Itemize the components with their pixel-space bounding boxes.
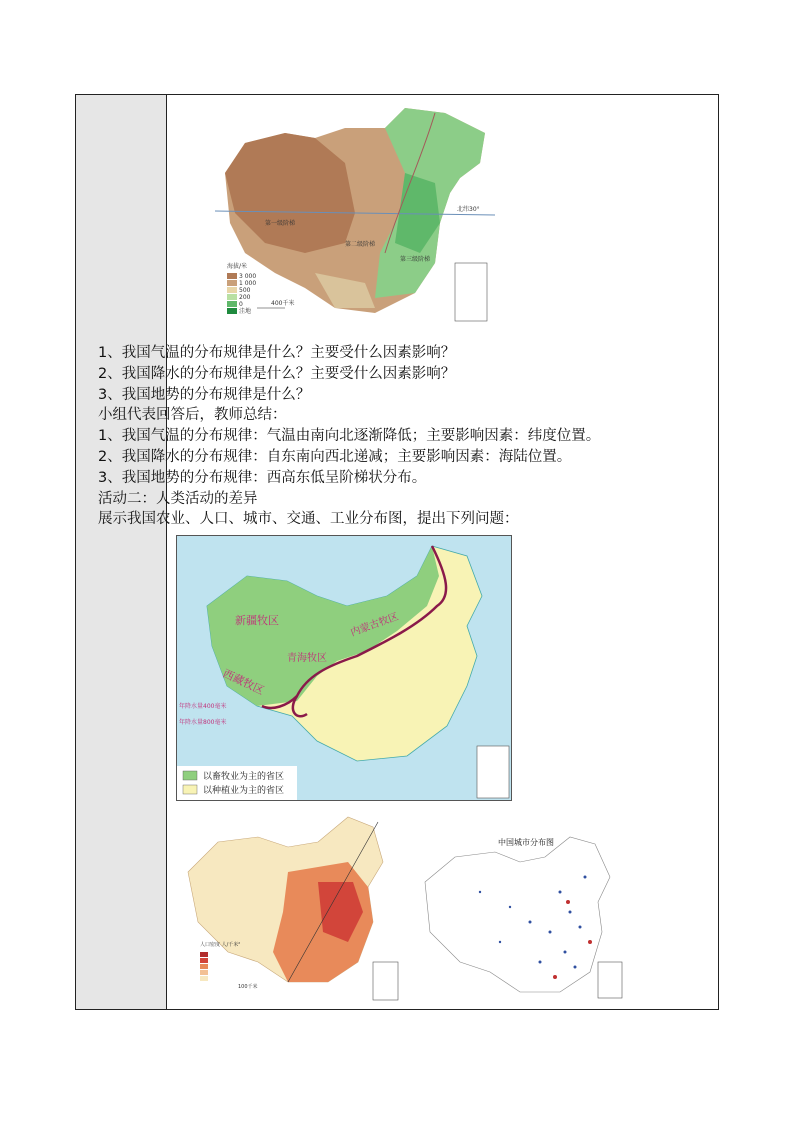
third-step-label: 第三级阶梯 <box>400 256 431 263</box>
terrain-scale: 400千米 <box>271 300 295 307</box>
rainfall-800-label: 年降水量800毫米 <box>179 719 227 726</box>
pastoral-legend-label: 以畜牧业为主的省区 <box>203 772 285 782</box>
population-scale: 100千米 <box>238 984 258 990</box>
svg-text:0: 0 <box>239 301 243 308</box>
lesson-text <box>98 343 718 530</box>
svg-text:200: 200 <box>239 294 251 301</box>
question-2: 2、我国降水的分布规律是什么？主要受什么因素影响？ <box>98 365 456 382</box>
region-xinjiang: 新疆牧区 <box>235 614 279 627</box>
first-step-label: 第一级阶梯 <box>265 220 296 227</box>
region-tibet: 西藏牧区 <box>220 666 267 698</box>
question-1: 1、我国气温的分布规律是什么？主要受什么因素影响？ <box>98 345 456 361</box>
farming-legend-label: 以种植业为主的省区 <box>203 786 285 796</box>
answer-2: 2、我国降水的分布规律：自东南向西北递减；主要影响因素：海陆位置。 <box>98 448 572 465</box>
activity2-title: 活动二：人类活动的差异 <box>98 490 258 507</box>
second-step-label: 第二级阶梯 <box>345 241 376 248</box>
pastoral-legend-swatch <box>183 771 197 780</box>
svg-text:洼地: 洼地 <box>239 308 252 315</box>
terrain-map <box>205 103 495 325</box>
svg-text:500: 500 <box>239 287 251 294</box>
question-3: 3、我国地势的分布规律是什么？ <box>98 386 311 403</box>
region-inner-mongolia: 内蒙古牧区 <box>349 611 401 639</box>
farming-legend-swatch <box>183 785 197 794</box>
city-map <box>420 832 625 1002</box>
city-map-title: 中国城市分布图 <box>498 838 554 847</box>
svg-text:3 000: 3 000 <box>239 273 257 280</box>
summary-intro: 小组代表回答后，教师总结： <box>98 407 287 424</box>
svg-text:1 000: 1 000 <box>239 280 257 287</box>
answer-1: 1、我国气温的分布规律：气温由南向北逐渐降低；主要影响因素：纬度位置。 <box>98 428 601 445</box>
rainfall-400-label: 年降水量400毫米 <box>179 703 227 710</box>
population-legend-title: 人口密度 人/千米² <box>200 942 241 948</box>
population-map <box>178 812 406 1002</box>
latitude-label: 北纬30° <box>457 206 480 213</box>
agriculture-map <box>176 535 512 801</box>
terrain-legend <box>227 273 256 315</box>
activity2-description: 展示我国农业、人口、城市、交通、工业分布图，提出下列问题： <box>98 511 519 528</box>
terrain-legend-title: 海拔/米 <box>227 263 248 270</box>
region-qinghai: 青海牧区 <box>287 653 327 664</box>
answer-3: 3、我国地势的分布规律：西高东低呈阶梯状分布。 <box>98 469 427 486</box>
left-column-cell <box>76 95 167 1009</box>
